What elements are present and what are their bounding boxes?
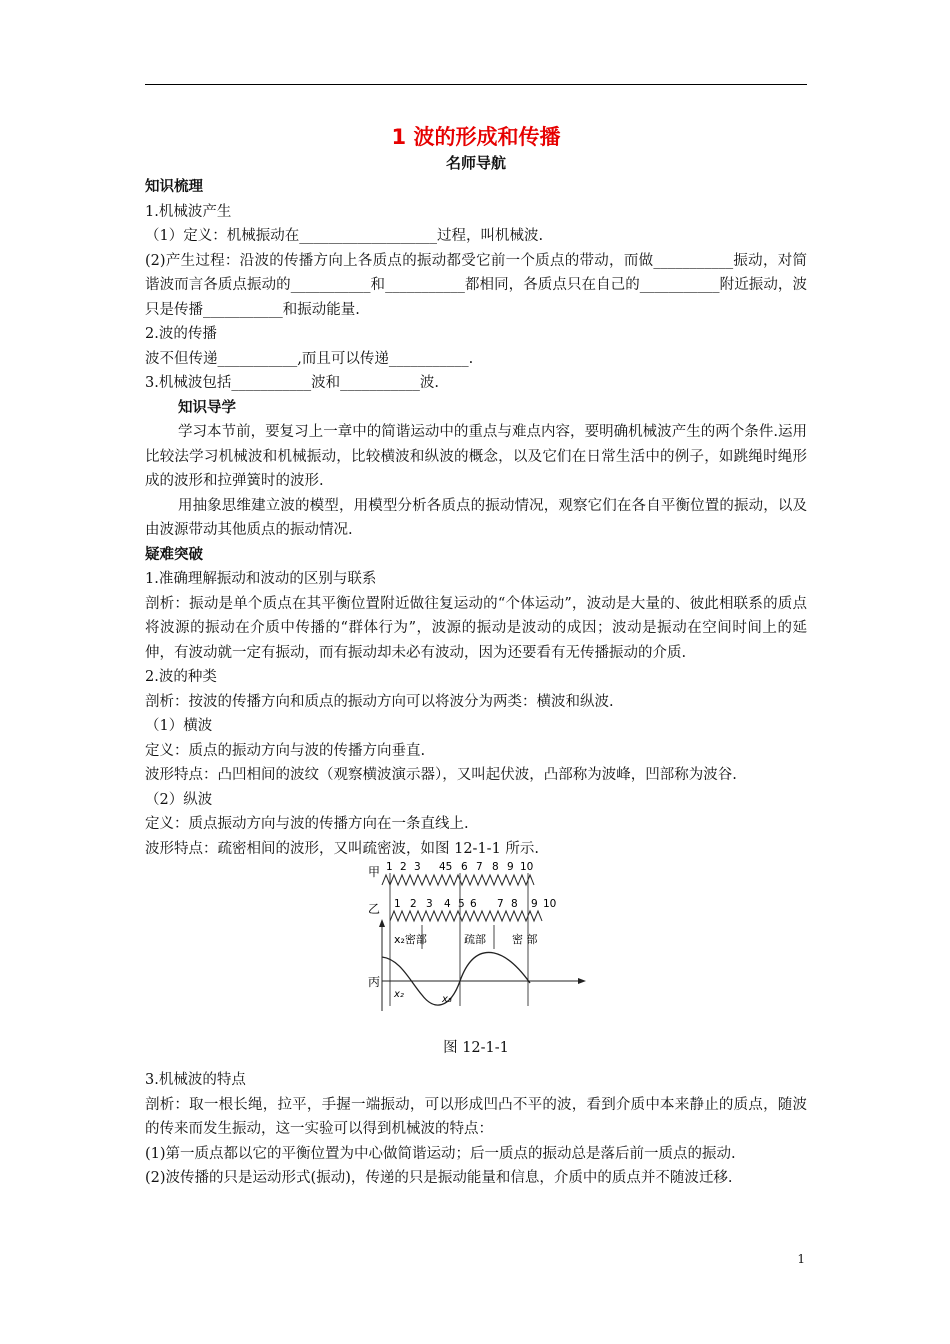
label-x3: x₃	[442, 994, 452, 1005]
jia-num-7: 7	[476, 861, 483, 873]
jia-num-3: 3	[414, 861, 421, 873]
difficult-3-title: 3.机械波的特点	[145, 1072, 246, 1088]
jia-num-2: 2	[400, 861, 407, 873]
jia-num-45: 45	[439, 861, 453, 873]
sine-wave	[382, 952, 530, 1005]
knowledge-item-3: 3.机械波包括___________波和___________波.	[145, 375, 439, 391]
knowledge-item-2-title: 2.波的传播	[145, 326, 217, 342]
knowledge-item-1a: （1）定义：机械振动在___________________过程，叫机械波.	[145, 228, 544, 244]
document-body	[145, 124, 807, 1191]
section-heading-knowledge: 知识梳理	[145, 179, 203, 195]
difficult-2-title: 2.波的种类	[145, 669, 217, 685]
spring-jia	[382, 875, 534, 885]
spring-yi	[390, 911, 542, 921]
section-heading-difficult: 疑难突破	[145, 546, 203, 563]
difficult-1-text: 剖析：振动是单个质点在其平衡位置附近做往复运动的“个体运动”，波动是大量的、彼此相联系的质点将波源的振动在介质中传播的“群体行为”，波源的振动是波动的成因；波动是振动在空间时间上的延伸，有波动就一定有振动，而有振动却未必有波动，因为还要看有无传播振动的介质.	[145, 595, 807, 661]
yi-num-2: 2	[410, 898, 417, 910]
row-label-bing: 丙	[368, 975, 381, 989]
label-sparse: 疏部	[464, 933, 486, 946]
label-x2: x₂	[394, 989, 404, 1000]
yi-num-3: 3	[426, 898, 433, 910]
jia-num-9: 9	[507, 861, 514, 873]
row-label-yi: 乙	[368, 902, 381, 916]
wave-diagram	[360, 861, 590, 1036]
longitudinal-definition: 定义：质点振动方向与波的传播方向在一条直线上.	[145, 816, 469, 832]
jia-num-10: 10	[520, 861, 534, 873]
difficult-2-text: 剖析：按波的传播方向和质点的振动方向可以将波分为两类：横波和纵波.	[145, 693, 614, 710]
row-label-jia: 甲	[368, 865, 381, 879]
yi-num-9: 9	[531, 898, 538, 910]
section-heading-guide: 知识导学	[178, 399, 236, 416]
page-number: 1	[797, 1252, 805, 1266]
jia-num-1: 1	[386, 861, 393, 873]
transverse-title: （1）横波	[145, 718, 213, 734]
y-axis-arrow	[379, 919, 385, 927]
jia-num-6: 6	[461, 861, 468, 873]
page-subtitle: 名师导航	[445, 154, 506, 172]
knowledge-item-1b: (2)产生过程：沿波的传播方向上各质点的振动都受它前一个质点的带动，而做___________振动，对简谐波而言各质点振动的___________和___________都相同，各质点只在自己的___________附近振动，波只是传播___________和振动能量.	[145, 252, 807, 318]
label-dense-2: 密 部	[512, 933, 538, 946]
difficult-3-point-1: (1)第一质点都以它的平衡位置为中心做简谐运动；后一质点的振动总是落后前一质点的振动.	[145, 1145, 736, 1162]
difficult-3-point-2: (2)波传播的只是运动形式(振动)，传递的只是振动能量和信息，介质中的质点并不随波迁移.	[145, 1170, 733, 1186]
transverse-definition: 定义：质点的振动方向与波的传播方向垂直.	[145, 742, 426, 759]
figure-caption: 图 12-1-1	[443, 1040, 509, 1056]
x-axis-arrow	[578, 978, 586, 984]
yi-num-5: 5	[458, 898, 465, 910]
yi-num-7: 7	[497, 898, 504, 910]
page-title: 1 波的形成和传播	[391, 125, 561, 149]
knowledge-item-2a: 波不但传递___________,而且可以传递___________.	[145, 350, 474, 367]
guide-paragraph-2: 用抽象思维建立波的模型，用模型分析各质点的振动情况，观察它们在各自平衡位置的振动，以及由波源带动其他质点的振动情况.	[145, 497, 807, 538]
yi-num-4: 4	[444, 898, 451, 910]
difficult-3-text: 剖析：取一根长绳，拉平，手握一端振动，可以形成凹凸不平的波，看到介质中本来静止的质点，随波的传来而发生振动，这一实验可以得到机械波的特点：	[145, 1096, 807, 1137]
jia-num-8: 8	[492, 861, 499, 873]
transverse-feature: 波形特点：凸凹相间的波纹（观察横波演示器），又叫起伏波，凸部称为波峰，凹部称为波谷.	[145, 767, 737, 783]
yi-num-1: 1	[394, 898, 401, 910]
header-rule	[145, 84, 807, 85]
difficult-1-title: 1.准确理解振动和波动的区别与联系	[145, 571, 377, 587]
yi-num-6: 6	[470, 898, 477, 910]
wave-figure	[145, 861, 807, 1036]
longitudinal-feature: 波形特点：疏密相间的波形，又叫疏密波，如图 12-1-1 所示.	[145, 840, 540, 857]
knowledge-item-1-title: 1.机械波产生	[145, 203, 232, 220]
yi-num-8: 8	[511, 898, 518, 910]
yi-num-10: 10	[543, 898, 557, 910]
label-dense-1: x₂密部	[394, 933, 427, 946]
guide-paragraph-1: 学习本节前，要复习上一章中的简谐运动中的重点与难点内容，要明确机械波产生的两个条件.运用比较法学习机械波和机械振动，比较横波和纵波的概念，以及它们在日常生活中的例子，如跳绳时绳形成的波形和拉弹簧时的波形.	[145, 424, 807, 489]
longitudinal-title: （2）纵波	[145, 791, 213, 808]
